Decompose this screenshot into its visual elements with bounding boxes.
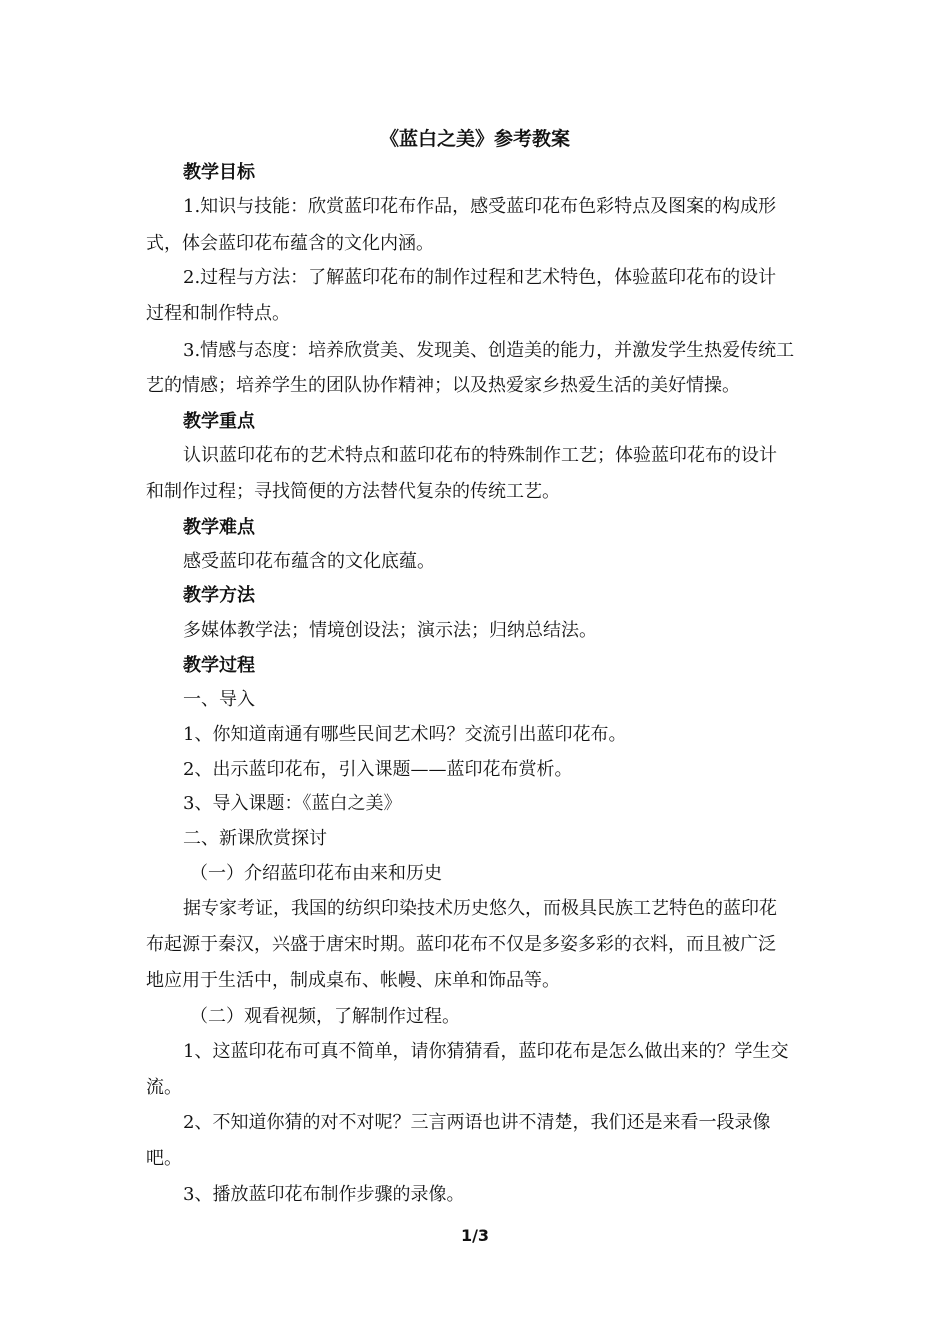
paragraph-line: 二、新课欣赏探讨 (183, 828, 327, 849)
paragraph-line: 2、出示蓝印花布，引入课题——蓝印花布赏析。 (183, 759, 573, 780)
paragraph-line: 据专家考证，我国的纺织印染技术历史悠久，而极具民族工艺特色的蓝印花 (183, 898, 777, 919)
paragraph-line: 艺的情感；培养学生的团队协作精神；以及热爱家乡热爱生活的美好情操。 (146, 375, 740, 396)
paragraph-line: 地应用于生活中，制成桌布、帐幔、床单和饰品等。 (146, 970, 560, 991)
paragraph-line: 3.情感与态度：培养欣赏美、发现美、创造美的能力，并激发学生热爱传统工 (183, 340, 795, 361)
key-points-heading: 教学重点 (183, 411, 255, 432)
paragraph-line: 感受蓝印花布蕴含的文化底蕴。 (183, 551, 435, 572)
paragraph-line: 2.过程与方法：了解蓝印花布的制作过程和艺术特色，体验蓝印花布的设计 (183, 267, 777, 288)
paragraph-line: 2、不知道你猜的对不对呢？三言两语也讲不清楚，我们还是来看一段录像 (183, 1112, 771, 1133)
paragraph-line: 1、你知道南通有哪些民间艺术吗？交流引出蓝印花布。 (183, 724, 627, 745)
difficulty-heading: 教学难点 (183, 517, 255, 538)
paragraph-line: 1、这蓝印花布可真不简单，请你猜猜看，蓝印花布是怎么做出来的？学生交 (183, 1041, 789, 1062)
document-title: 《蓝白之美》参考教案 (379, 128, 570, 150)
paragraph-line: 过程和制作特点。 (146, 303, 290, 324)
paragraph-line: 3、导入课题：《蓝白之美》 (183, 793, 402, 814)
paragraph-line: 认识蓝印花布的艺术特点和蓝印花布的特殊制作工艺；体验蓝印花布的设计 (183, 445, 777, 466)
paragraph-line: 吧。 (146, 1148, 182, 1169)
paragraph-line: 布起源于秦汉，兴盛于唐宋时期。蓝印花布不仅是多姿多彩的衣料，而且被广泛 (146, 934, 776, 955)
method-heading: 教学方法 (183, 585, 255, 606)
paragraph-line: （一）介绍蓝印花布由来和历史 (190, 863, 442, 884)
paragraph-line: （二）观看视频，了解制作过程。 (190, 1006, 460, 1027)
process-heading: 教学过程 (183, 655, 255, 676)
paragraph-line: 多媒体教学法；情境创设法；演示法；归纳总结法。 (183, 620, 597, 641)
paragraph-line: 和制作过程；寻找简便的方法替代复杂的传统工艺。 (146, 481, 560, 502)
paragraph-line: 流。 (146, 1077, 182, 1098)
paragraph-line: 式，体会蓝印花布蕴含的文化内涵。 (146, 233, 434, 254)
objectives-heading: 教学目标 (183, 162, 255, 183)
page-number: 1/3 (460, 1226, 490, 1245)
paragraph-line: 一、导入 (183, 689, 255, 710)
paragraph-line: 3、播放蓝印花布制作步骤的录像。 (183, 1184, 465, 1205)
paragraph-line: 1.知识与技能：欣赏蓝印花布作品，感受蓝印花布色彩特点及图案的构成形 (183, 196, 777, 217)
